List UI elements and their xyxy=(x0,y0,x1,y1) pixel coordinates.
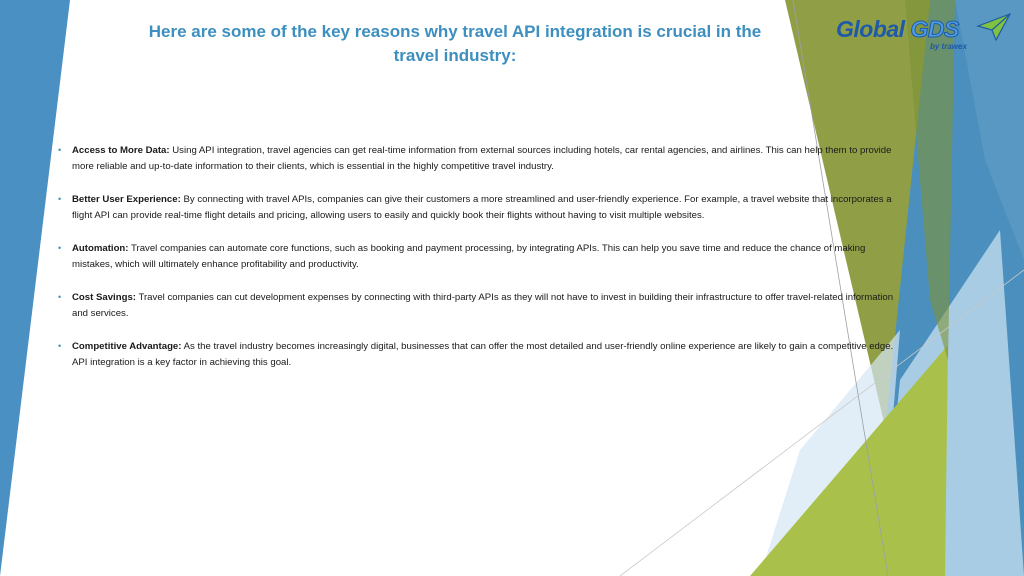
list-item xyxy=(58,241,904,272)
list-item xyxy=(58,290,904,321)
bullet-term: Access to More Data: xyxy=(72,145,170,156)
reasons-list xyxy=(58,143,904,388)
bullet-text: Travel companies can automate core functions, such as booking and payment processing, by integrating APIs. This can help you save time and reduce the chance of making mistakes, which will ultimately enhance profitability and productivity. xyxy=(72,243,866,270)
bullet-term: Cost Savings: xyxy=(72,292,136,303)
bullet-glyph: • xyxy=(58,194,62,204)
slide-title: Here are some of the key reasons why travel API integration is crucial in the travel industry: xyxy=(148,22,762,65)
bullet-text: Travel companies can cut development expenses by connecting with third-party APIs as they will not have to invest in building their infrastructure to offer travel-related information and services. xyxy=(72,292,894,319)
global-gds-logo xyxy=(836,12,1012,60)
list-item xyxy=(58,143,904,174)
paper-plane-icon xyxy=(976,12,1012,42)
bullet-term: Competitive Advantage: xyxy=(72,341,182,352)
logo-word-gds: GDS xyxy=(910,16,959,42)
logo-wordmark xyxy=(836,16,959,43)
bullet-text: Using API integration, travel agencies can get real-time information from external sources including hotels, car rental agencies, and airlines. This can help them to provide more reliable and up-to-date information to their clients, which is essential in the highly competitive travel industry. xyxy=(72,145,892,172)
bullet-term: Better User Experience: xyxy=(72,194,181,205)
bullet-glyph: • xyxy=(58,145,62,155)
bullet-glyph: • xyxy=(58,341,62,351)
bullet-glyph: • xyxy=(58,243,62,253)
logo-subtitle: by trawex xyxy=(930,42,967,51)
bullet-text: As the travel industry becomes increasingly digital, businesses that can offer the most detailed and user-friendly online experience are likely to gain a competitive edge. API integration is a key factor in achieving this goal. xyxy=(72,341,894,368)
list-item xyxy=(58,192,904,223)
logo-word-global: Global xyxy=(836,16,905,42)
bullet-glyph: • xyxy=(58,292,62,302)
bullet-text: By connecting with travel APIs, companies can give their customers a more streamlined and user-friendly experience. For example, a travel website that incorporates a flight API can provide real-time flight details and pricing, allowing users to easily and quickly book their flights without having to visit multiple websites. xyxy=(72,194,892,221)
list-item xyxy=(58,339,904,370)
bullet-term: Automation: xyxy=(72,243,129,254)
